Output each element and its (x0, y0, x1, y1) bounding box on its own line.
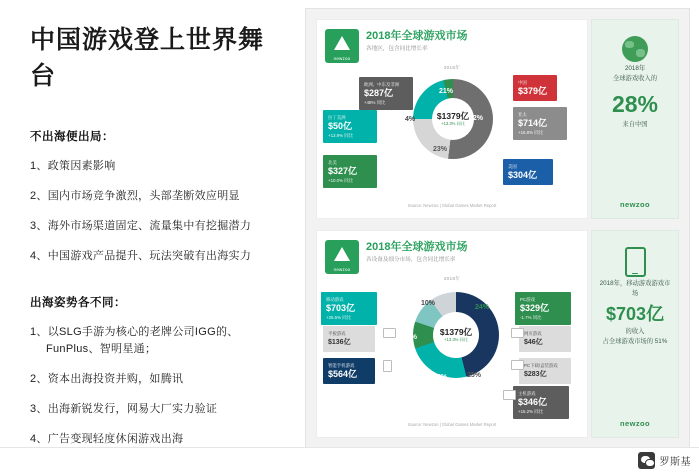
annotation-tablet-games (323, 326, 375, 352)
annotation-value: $283亿 (524, 371, 547, 378)
annotation-label: 平板游戏 (328, 331, 346, 336)
section-2-title: 出海姿势各不同： (30, 297, 126, 309)
annotation-label: 智能手机游戏 (328, 363, 355, 368)
infographic-panel (305, 8, 690, 463)
list-item (30, 324, 282, 358)
annotation-growth: +15.2% 同比 (518, 409, 544, 414)
stats-column (591, 19, 679, 449)
desktop-icon (511, 360, 524, 370)
chart-title: 2018年全球游戏市场 (366, 241, 468, 253)
donut-center (432, 98, 474, 140)
browser-icon (511, 328, 524, 338)
annotation-asia-pacific (513, 107, 567, 140)
list-item: 4、广告变现轻度休闲游戏出海 (30, 433, 184, 445)
stat-card-china-share (591, 19, 679, 219)
slice-label-pc: 24% (475, 304, 490, 311)
annotation-emea (359, 77, 413, 110)
annotation-value: $46亿 (524, 339, 543, 346)
chart-plot-area (317, 63, 587, 213)
earth-icon (622, 36, 648, 62)
chart-header (317, 20, 587, 63)
stat-label-line1: 2018年，移动游戏游戏市场 (599, 280, 671, 297)
stat-sub-line2: 占全球游戏市场的 51% (602, 338, 668, 345)
annotation-pc-games (515, 292, 571, 325)
phone-icon (625, 247, 646, 277)
annotation-label: 移动游戏 (326, 297, 344, 302)
donut-center-value: $1379亿 (436, 111, 470, 121)
annotation-label: 北美 (328, 160, 337, 165)
wechat-account-label: 罗斯基 (659, 457, 691, 468)
donut-center-growth: +13.3% 同比 (444, 337, 468, 342)
annotation-north-america (323, 155, 377, 188)
slice-label-smartphone: 47% (403, 334, 418, 341)
newzoo-logo-text: newzoo (620, 419, 650, 428)
chart-unit-caption: 2018年 (443, 276, 461, 281)
newzoo-logo-text: newzoo (620, 200, 650, 209)
newzoo-logo-text: newzoo (333, 56, 351, 61)
annotation-latin-america (323, 110, 377, 143)
chart-header (317, 231, 587, 274)
annotation-mobile-games (321, 292, 377, 325)
slice-label-namerica: 21% (439, 88, 454, 95)
stat-card-mobile-revenue (591, 230, 679, 438)
donut-center-value: $1379亿 (439, 327, 473, 337)
left-content-column (0, 0, 300, 445)
newzoo-logo-icon (325, 29, 359, 63)
annotation-growth: +13.9% 同比 (328, 133, 354, 138)
annotation-label: PC游戏 (520, 297, 535, 302)
annotation-label: 美国 (508, 164, 517, 169)
donut-center-growth: +13.3% 同比 (441, 121, 465, 126)
annotation-growth: +10.0% 同比 (328, 178, 354, 183)
charts-column (316, 19, 588, 449)
annotation-label: 欧洲、中东及非洲 (364, 82, 400, 87)
chart-card-segments (316, 230, 588, 438)
newzoo-logo-text: newzoo (333, 267, 351, 272)
stat-sub: 来自中国 (622, 121, 648, 128)
list-item: 3、海外市场渠道固定、流量集中有挖掘潜力 (30, 220, 252, 232)
annotation-value: $327亿 (328, 166, 358, 176)
list-item: 2、资本出海投资并购，如腾讯 (30, 373, 184, 385)
chart-subtitle: 各地区，包含同比增长率 (366, 46, 428, 52)
annotation-label: 网页游戏 (524, 331, 542, 336)
annotation-label: PC下载/盒装游戏 (524, 363, 558, 368)
console-icon (503, 390, 516, 400)
stat-label-line2: 全球游戏收入的 (612, 75, 658, 82)
annotation-growth: +25.5% 同比 (326, 315, 352, 320)
annotation-value: $287亿 (364, 88, 394, 98)
chart-subtitle: 各设备及细分市场，包含同比增长率 (366, 257, 456, 263)
annotation-browser-games (519, 326, 571, 352)
stat-value: 28% (611, 91, 659, 117)
slice-label-browser: 10% (421, 300, 436, 307)
annotation-growth: +16.8% 同比 (518, 130, 544, 135)
chart-source: Source: Newzoo | Global Games Market Report (407, 422, 497, 427)
list-item: 4、中国游戏产品提升、玩法突破有出海实力 (30, 250, 252, 262)
annotation-value: $304亿 (508, 170, 538, 180)
slice-label-console-2: 25% (433, 374, 448, 381)
stat-value: $703亿 (605, 304, 665, 324)
annotation-label: 亚太 (518, 112, 527, 117)
annotation-value: $329亿 (520, 303, 550, 313)
page-title: 中国游戏登上世界舞台 (30, 26, 265, 90)
chart-card-regions (316, 19, 588, 219)
newzoo-logo-icon (325, 240, 359, 274)
annotation-value: $379亿 (518, 86, 548, 96)
annotation-value: $50亿 (328, 121, 353, 131)
slice-label-latam: 4% (405, 116, 416, 123)
annotation-growth: +48% 同比 (364, 100, 386, 105)
wechat-icon (638, 452, 655, 469)
annotation-pc-boxed-games (519, 358, 571, 384)
list-item: 1、政策因素影响 (30, 160, 116, 172)
annotation-growth: -1.7% 同比 (520, 315, 542, 320)
list-item: 2、国内市场竞争激烈，头部垄断效应明显 (30, 190, 240, 202)
slice-label-europe: 23% (433, 146, 448, 153)
chart-plot-area (317, 274, 587, 432)
annotation-value: $564亿 (328, 369, 358, 379)
annotation-console-games (513, 386, 569, 419)
chart-title: 2018年全球游戏市场 (366, 30, 468, 42)
annotation-value: $136亿 (328, 339, 351, 346)
annotation-smartphone-games (323, 358, 375, 384)
spacer (30, 278, 282, 294)
annotation-value: $714亿 (518, 118, 548, 128)
stat-label-line1: 2018年 (624, 65, 646, 72)
slice-label-apac: 52% (469, 115, 484, 122)
section-1-title: 不出海便出局： (30, 131, 114, 143)
list-item-sub: FunPlus、智明星通； (46, 343, 157, 355)
annotation-china (513, 75, 557, 101)
annotation-label: 拉丁美洲 (328, 115, 346, 120)
chart-source: Source: Newzoo | Global Games Market Report (407, 203, 497, 208)
annotation-value: $703亿 (326, 303, 356, 313)
annotation-value: $346亿 (518, 397, 548, 407)
list-item: 3、出海新锐发行，网易大厂实力验证 (30, 403, 218, 415)
slice-label-tablet: 21% (449, 318, 464, 325)
smartphone-icon (383, 360, 392, 372)
chart-unit-caption: 2018年 (443, 65, 461, 70)
slice-label-console: 25% (467, 372, 482, 379)
annotation-label: 中国 (518, 80, 527, 85)
list-item-main: 1、以SLG手游为核心的老牌公司IGG的、 (30, 326, 239, 338)
stat-sub-line1: 的收入 (625, 328, 645, 335)
annotation-label: 主机游戏 (518, 391, 536, 396)
annotation-usa (503, 159, 553, 185)
wechat-account[interactable] (638, 452, 692, 469)
footer-bar (0, 447, 699, 475)
tablet-icon (383, 328, 396, 338)
